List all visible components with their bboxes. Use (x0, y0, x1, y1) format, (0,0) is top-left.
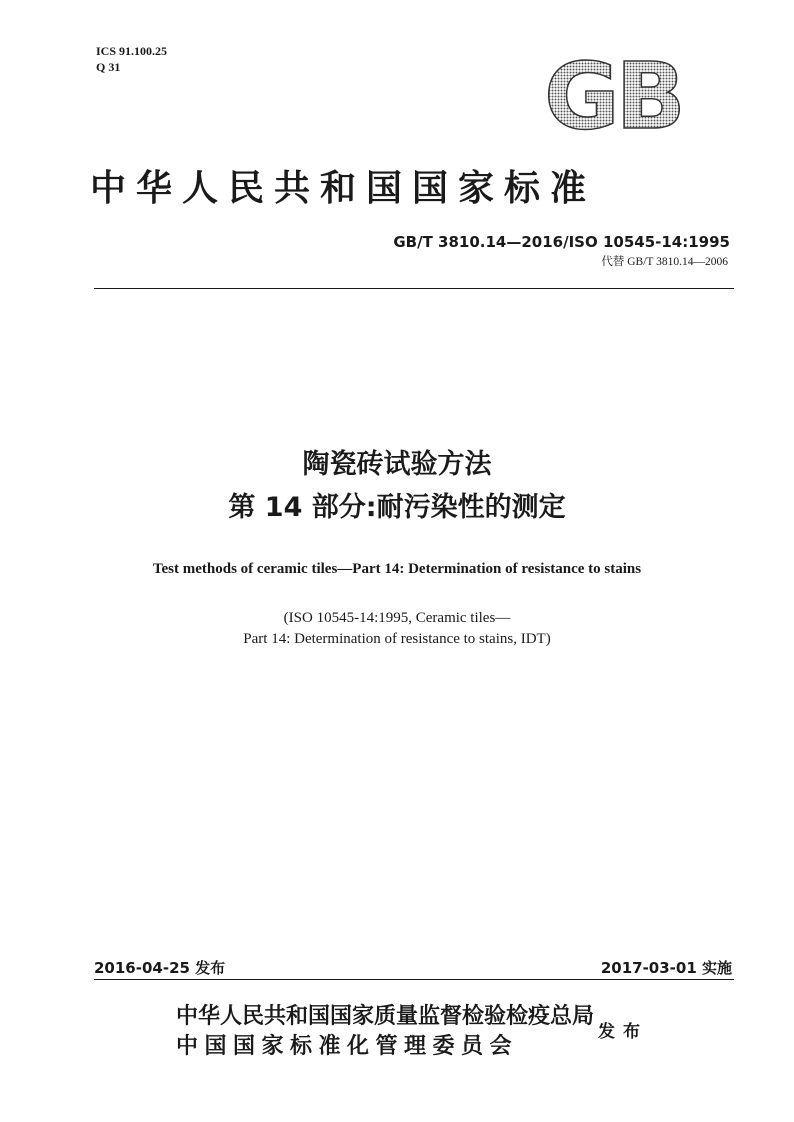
iso-reference-line2: Part 14: Determination of resistance to stains, IDT) (243, 631, 551, 647)
header-divider (94, 288, 734, 289)
title-cn-line2: 第 14 部分:耐污染性的测定 (228, 492, 566, 523)
ics-code: ICS 91.100.25 (96, 44, 168, 58)
standard-number: GB/T 3810.14—2016/ISO 10545-14:1995 (393, 233, 730, 251)
ccs-code: Q 31 (96, 60, 121, 74)
publish-label: 发布 (598, 1022, 648, 1041)
title-cn-line1: 陶瓷砖试验方法 (302, 449, 492, 480)
gb-logo (536, 56, 690, 134)
implementation-date: 2017-03-01 实施 (600, 959, 732, 977)
issuer-line1: 中华人民共和国国家质量监督检验检疫总局 (176, 1003, 595, 1028)
classification-codes (96, 43, 167, 75)
replaced-standard: 代替 GB/T 3810.14—2006 (601, 256, 728, 268)
issue-date: 2016-04-25 发布 (94, 959, 226, 977)
title-en: Test methods of ceramic tiles—Part 14: Determination of resistance to stains (152, 561, 642, 577)
footer-divider (94, 979, 734, 980)
issuer-line2: 中国国家标准化管理委员会 (176, 1033, 519, 1058)
iso-reference-line1: (ISO 10545-14:1995, Ceramic tiles— (283, 610, 511, 626)
gb-logo-text: GB (544, 56, 682, 134)
standard-category-title: 中华人民共和国国家标准 (90, 168, 597, 208)
